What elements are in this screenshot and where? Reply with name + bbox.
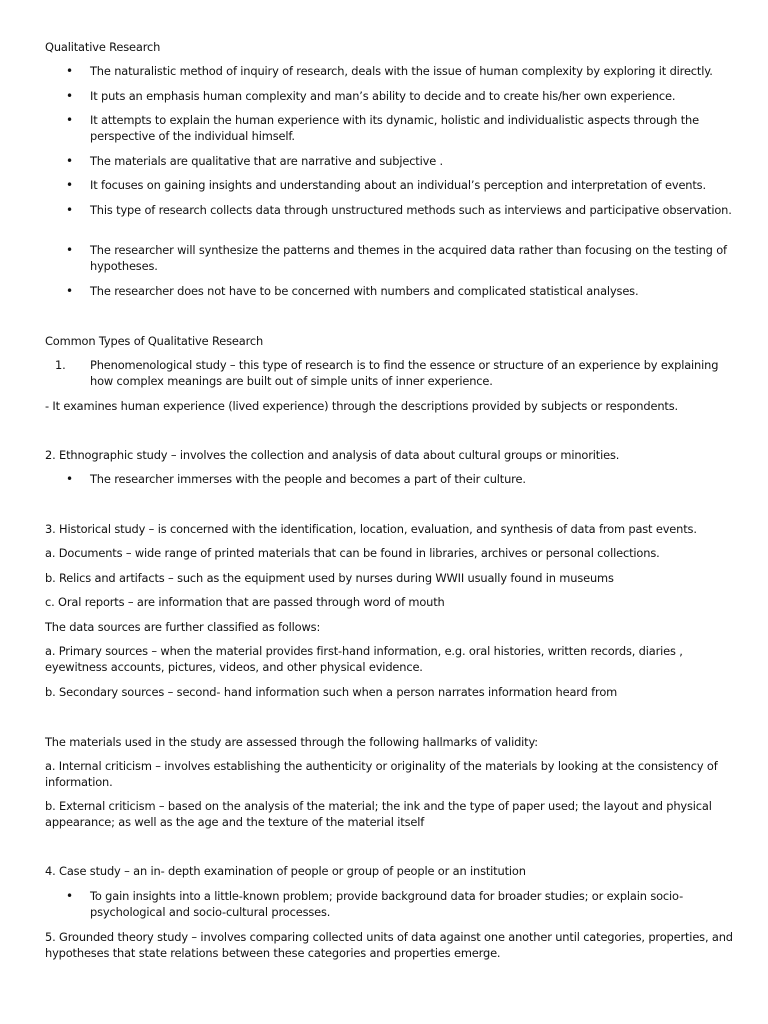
list-item: The naturalistic method of inquiry of research, deals with the issue of human complexity by exploring it directly. — [90, 64, 713, 78]
list-item: The researcher does not have to be concerned with numbers and complicated statistical analyses. — [90, 284, 639, 298]
paragraph: c. Oral reports – are information that are passed through word of mouth — [45, 595, 445, 609]
bullet-icon: • — [66, 889, 73, 903]
bullet-icon: • — [66, 203, 73, 217]
list-item: The researcher will synthesize the patterns and themes in the acquired data rather than focusing on the testing of hypotheses. — [90, 243, 727, 273]
list-item: To gain insights into a little-known problem; provide background data for broader studies; or explain socio-psychological and socio-cultural processes. — [90, 889, 684, 919]
paragraph: The data sources are further classified as follows: — [45, 620, 321, 634]
numbered-item: Phenomenological study – this type of research is to find the essence or structure of an experience by explaining how complex meanings are built out of simple units of inner experience. — [90, 358, 719, 388]
list-item: The materials are qualitative that are narrative and subjective . — [90, 154, 444, 168]
bullet-icon: • — [66, 154, 73, 168]
list-number: 1. — [55, 358, 66, 372]
numbered-paragraph: 3. Historical study – is concerned with the identification, location, evaluation, and synthesis of data from past events. — [45, 522, 697, 536]
bullet-icon: • — [66, 89, 73, 103]
section-heading-types: Common Types of Qualitative Research — [45, 334, 264, 348]
paragraph: b. Secondary sources – second- hand information such when a person narrates information heard from — [45, 685, 618, 699]
paragraph: a. Documents – wide range of printed materials that can be found in libraries, archives or personal collections. — [45, 546, 660, 560]
paragraph: a. Primary sources – when the material provides first-hand information, e.g. oral histories, written records, diaries , eyewitness accounts, pictures, videos, and other physical evidence. — [45, 644, 683, 674]
section-heading-qualitative: Qualitative Research — [45, 40, 161, 54]
item-note: - It examines human experience (lived experience) through the descriptions provided by subjects or respondents. — [45, 399, 678, 413]
bullet-icon: • — [66, 243, 73, 257]
paragraph: The materials used in the study are assessed through the following hallmarks of validity: — [45, 735, 538, 749]
list-item: It focuses on gaining insights and understanding about an individual’s perception and interpretation of events. — [90, 178, 706, 192]
paragraph: b. Relics and artifacts – such as the equipment used by nurses during WWII usually found in museums — [45, 571, 614, 585]
bullet-icon: • — [66, 178, 73, 192]
list-item: The researcher immerses with the people and becomes a part of their culture. — [90, 472, 526, 486]
numbered-paragraph: 2. Ethnographic study – involves the collection and analysis of data about cultural groups or minorities. — [45, 448, 620, 462]
paragraph: b. External criticism – based on the analysis of the material; the ink and the type of paper used; the layout and physical appearance; as well as the age and the texture of the material itself — [45, 799, 712, 829]
numbered-paragraph: 4. Case study – an in- depth examination of people or group of people or an institution — [45, 864, 526, 878]
bullet-icon: • — [66, 113, 73, 127]
numbered-paragraph: 5. Grounded theory study – involves comparing collected units of data against one another until categories, properties, and hypotheses that state relations between these categories and properties emerge. — [45, 930, 733, 960]
list-item: It attempts to explain the human experience with its dynamic, holistic and individualistic aspects through the perspective of the individual himself. — [90, 113, 699, 143]
list-item: This type of research collects data through unstructured methods such as interviews and participative observation. — [90, 203, 732, 217]
list-item: It puts an emphasis human complexity and man’s ability to decide and to create his/her own experience. — [90, 89, 676, 103]
paragraph: a. Internal criticism – involves establishing the authenticity or originality of the materials by looking at the consistency of information. — [45, 759, 718, 789]
bullet-icon: • — [66, 284, 73, 298]
bullet-icon: • — [66, 472, 73, 486]
bullet-icon: • — [66, 64, 73, 78]
